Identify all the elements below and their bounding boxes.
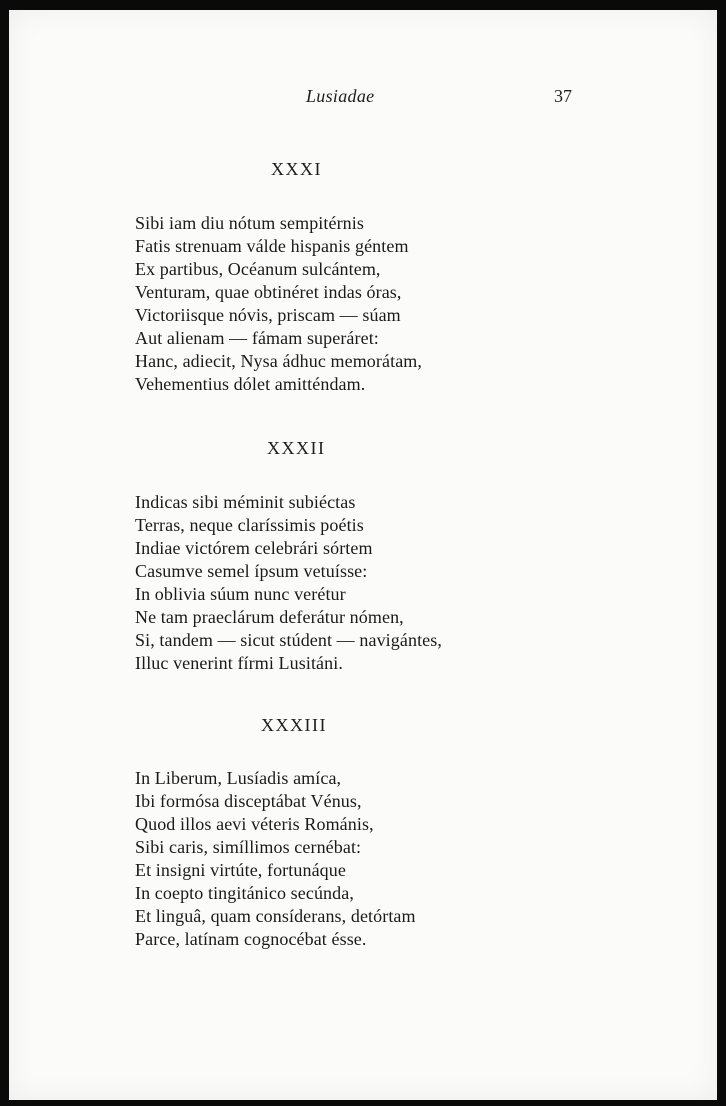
verse-line: Hanc, adiecit, Nysa ádhuc memorátam, — [135, 351, 422, 371]
verse-line: Casumve semel ípsum vetuísse: — [135, 561, 368, 581]
stanza-xxxi — [135, 212, 535, 396]
stanza-number-xxxii: XXXII — [267, 438, 326, 458]
verse-line: Parce, latínam cognocébat ésse. — [135, 929, 367, 949]
verse-line: Venturam, quae obtinéret indas óras, — [135, 282, 402, 302]
verse-line: In coepto tingitánico secúnda, — [135, 883, 354, 903]
verse-line: Aut alienam — fámam superáret: — [135, 328, 379, 348]
stanza-number-xxxi: XXXI — [271, 159, 322, 179]
verse-line: Terras, neque claríssimis poétis — [135, 515, 364, 535]
verse-line: Indiae victórem celebrári sórtem — [135, 538, 373, 558]
verse-line: In oblivia súum nunc verétur — [135, 584, 346, 604]
verse-line: Vehementius dólet amitténdam. — [135, 374, 366, 394]
stanza-number-xxxiii: XXXIII — [261, 715, 327, 735]
verse-line: Indicas sibi méminit subiéctas — [135, 492, 356, 512]
verse-line: Victoriisque nóvis, priscam — súam — [135, 305, 401, 325]
verse-line: Ibi formósa disceptábat Vénus, — [135, 791, 362, 811]
running-head-title: Lusiadae — [306, 86, 375, 106]
verse-line: Et insigni virtúte, fortunáque — [135, 860, 346, 880]
verse-line: Sibi caris, simíllimos cernébat: — [135, 837, 362, 857]
verse-line: Ne tam praeclárum deferátur nómen, — [135, 607, 404, 627]
page-number: 37 — [554, 86, 572, 106]
verse-line: In Liberum, Lusíadis amíca, — [135, 768, 342, 788]
stanza-xxxiii — [135, 767, 535, 951]
verse-line: Ex partibus, Océanum sulcántem, — [135, 259, 381, 279]
stanza-xxxii — [135, 491, 535, 675]
verse-line: Illuc venerint fírmi Lusitáni. — [135, 653, 343, 673]
book-page — [9, 10, 717, 1100]
verse-line: Si, tandem — sicut stúdent — navigántes, — [135, 630, 442, 650]
verse-line: Sibi iam diu nótum sempitérnis — [135, 213, 364, 233]
verse-line: Quod illos aevi véteris Románis, — [135, 814, 374, 834]
verse-line: Fatis strenuam válde hispanis géntem — [135, 236, 409, 256]
verse-line: Et linguâ, quam consíderans, detórtam — [135, 906, 416, 926]
